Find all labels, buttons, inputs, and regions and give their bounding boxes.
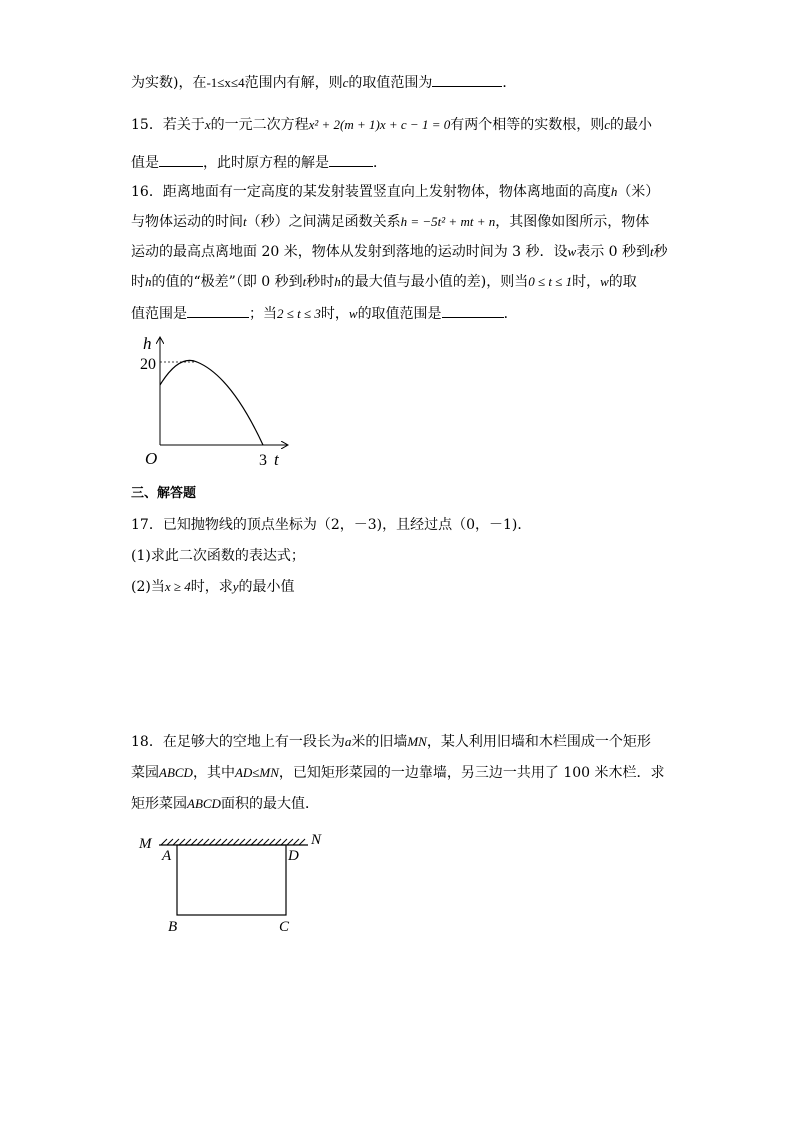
- q16-var-t2: t: [650, 244, 654, 259]
- q16-y-label: h: [143, 334, 152, 353]
- q16-text-n: 的取: [608, 274, 637, 290]
- q18-text-g: 矩形菜园: [131, 796, 187, 812]
- q16-var-h: h: [610, 184, 618, 199]
- q17-part-1: (1)求此二次函数的表达式；: [131, 548, 305, 564]
- q18-text-b: 米的旧墙: [351, 734, 408, 750]
- q18-text-f: ，已知矩形菜园的一边靠墙，另三边一共用了 100 米木栏．求: [278, 765, 665, 781]
- q16-var-t3: t: [302, 274, 307, 289]
- q17-line-1: 17．已知抛物线的顶点坐标为（2，－3)，且经过点（0，－1)．: [131, 517, 532, 533]
- q18-line-3: [131, 794, 319, 814]
- q15-text-e: ，此时原方程的解是: [203, 155, 329, 171]
- q18-cond: AD≤MN: [234, 765, 279, 780]
- q15-text-f: ．: [373, 155, 387, 171]
- q18-label-n: N: [311, 832, 322, 848]
- q18-var-abcd-2: ABCD: [187, 796, 221, 811]
- q16-text-p: ；当: [249, 306, 277, 322]
- q15-var-c: c: [604, 117, 611, 132]
- q17-text-c: 的最小值: [238, 579, 295, 595]
- q16-text-m: 时，: [572, 274, 601, 290]
- q17-var-y: y: [232, 579, 239, 594]
- q14-text-c: 的取值范围为: [348, 75, 433, 91]
- q16-text-g: 表示 0 秒到: [576, 244, 651, 260]
- q14-var-c: c: [342, 75, 349, 90]
- q16-text-q: 时，: [320, 306, 349, 322]
- q18-label-c: C: [279, 919, 290, 935]
- q14-range: -1≤x≤4: [206, 75, 245, 90]
- q17-text-b: 时，求: [190, 579, 233, 595]
- q16-line-1: [131, 182, 659, 202]
- q15-var-x: x: [204, 117, 211, 132]
- q16-line-2: [131, 212, 649, 232]
- q18-line-2: [131, 763, 665, 783]
- q18-text-c: ，某人利用旧墙和木栏围成一个矩形: [426, 734, 651, 750]
- q16-xtick-3: 3: [259, 452, 267, 469]
- q16-text-s: ．: [503, 306, 518, 322]
- q18-var-abcd: ABCD: [159, 765, 193, 780]
- q14-text-a: 为实数)，在: [131, 75, 207, 91]
- q16-blank-2[interactable]: [442, 303, 504, 318]
- q18-var-a: a: [344, 734, 352, 749]
- q18-label-a: A: [162, 848, 172, 864]
- q18-text-h: 面积的最大值．: [220, 796, 319, 812]
- q15-text-d: 值是: [131, 155, 159, 171]
- q18-label-d: D: [288, 848, 299, 864]
- q18-text-e: ，其中: [192, 765, 235, 781]
- q16-text-r: 的取值范围是: [357, 306, 442, 322]
- q15-text-b: 有两个相等的实数根，则: [450, 117, 605, 133]
- q16-blank-1[interactable]: [187, 303, 249, 318]
- q15-number: 15．若关于: [131, 117, 205, 133]
- q16-var-h2: h: [145, 274, 152, 289]
- q16-text-d: （秒）之间满足函数关系: [246, 214, 401, 230]
- q16-ytick-20: 20: [140, 356, 156, 373]
- q14-tail-line: [131, 72, 516, 93]
- q16-text-k: 秒时: [306, 274, 335, 290]
- q16-text-b: （米）: [617, 184, 660, 200]
- q18-text-a: 18．在足够大的空地上有一段长为: [131, 734, 345, 750]
- q17-cond: x ≥ 4: [164, 579, 191, 594]
- q16-function: h = −5t² + mt + n: [400, 214, 496, 229]
- q15-text-a: 的一元二次方程: [210, 117, 309, 133]
- q16-parabola: [160, 360, 263, 445]
- q15-equation: x² + 2(m + 1)x + c − 1 = 0: [308, 117, 451, 132]
- q18-text-d: 菜园: [131, 765, 159, 781]
- q16-x-label: t: [274, 450, 279, 469]
- q16-var-h3: h: [334, 274, 341, 289]
- q16-line-5: [131, 303, 518, 324]
- q18-figure: [133, 828, 333, 938]
- q16-text-i: 时: [131, 274, 145, 290]
- q14-text-b: 范围内有解，则: [244, 75, 343, 91]
- q16-cond-1: 0 ≤ t ≤ 1: [528, 274, 573, 289]
- q16-origin-label: O: [145, 449, 158, 468]
- q16-cond-2: 2 ≤ t ≤ 3: [277, 306, 321, 321]
- q16-text-a: 16．距离地面有一定高度的某发射装置竖直向上发射物体，物体离地面的高度: [131, 184, 611, 200]
- q15-blank-solution[interactable]: [329, 152, 373, 167]
- q15-text-c: 的最小: [610, 117, 653, 133]
- q16-text-h: 秒: [653, 244, 668, 260]
- q16-text-l: 的最大值与最小值的差)，则当: [340, 274, 529, 290]
- q16-var-t: t: [243, 214, 247, 229]
- q15-line-1: [131, 115, 652, 135]
- q16-text-j: 的值的“极差”（即 0 秒到: [151, 274, 303, 290]
- q16-var-w3: w: [348, 306, 358, 321]
- q16-line-3: [131, 242, 668, 262]
- q16-var-w2: w: [600, 274, 609, 289]
- q17-text-a: (2)当: [131, 579, 165, 595]
- q18-label-b: B: [168, 919, 178, 935]
- q18-line-1: [131, 732, 651, 752]
- q16-text-c: 与物体运动的时间: [131, 214, 243, 230]
- q16-text-o: 值范围是: [131, 306, 187, 322]
- q16-graph: [135, 332, 295, 472]
- q15-line-2: [131, 152, 387, 173]
- q14-answer-blank[interactable]: [432, 72, 502, 87]
- q18-var-mn: MN: [407, 734, 427, 749]
- q15-blank-min[interactable]: [159, 152, 203, 167]
- q16-var-w: w: [567, 244, 577, 259]
- q18-wall-hatch: [161, 839, 305, 845]
- section-3-title: 三、解答题: [131, 486, 197, 501]
- q17-part-2: [131, 577, 295, 597]
- q18-rectangle-abcd: [177, 845, 286, 915]
- q16-line-4: [131, 272, 637, 292]
- q16-text-f: 运动的最高点离地面 20 米，物体从发射到落地的运动时间为 3 秒．设: [131, 244, 568, 260]
- q18-label-m: M: [139, 836, 152, 852]
- q14-text-end: ．: [502, 75, 517, 91]
- q16-text-e: ，其图像如图所示，物体: [495, 214, 650, 230]
